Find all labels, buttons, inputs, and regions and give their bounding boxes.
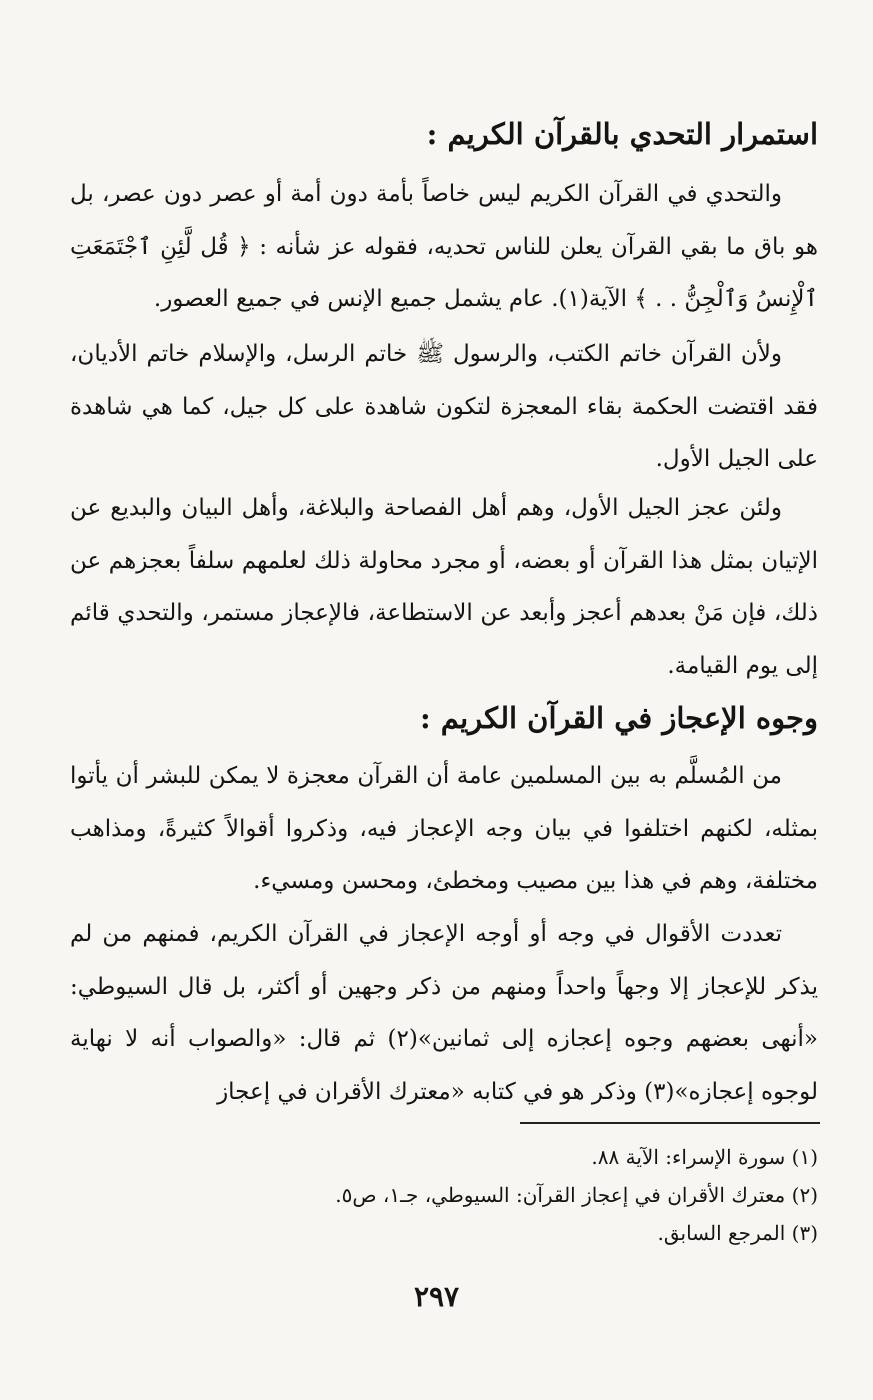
paragraph-muslim-consensus: من المُسلَّم به بين المسلمين عامة أن القرآن معجزة لا يمكن للبشر أن يأتوا بمثله، لكنهم اختلفوا في بيان وجه الإعجاز فيه، وذكروا أقوالاً كثيرةً، ومذاهب مختلفة، وهم في هذا بين مصيب ومخطئ، ومحسن ومسيء. [70,763,818,894]
footnote-2: (٢) معترك الأقران في إعجاز القرآن: السيوطي، جـ١، ص٥. [335,1183,818,1207]
paragraph-challenge-universal: والتحدي في القرآن الكريم ليس خاصاً بأمة دون أمة أو عصر دون عصر، بل هو باق ما بقي القرآن يعلن للناس تحديه، فقوله عز شأنه : ﴿ قُل لَّئِنِ ٱجْتَمَعَتِ ٱلْإِنسُ وَٱلْجِنُّ . . ﴾ الآية(١). عام يشمل جميع الإنس في جميع العصور. [70,181,818,312]
paragraph-multiple-views: تعددت الأقوال في وجه أو أوجه الإعجاز في القرآن الكريم، فمنهم من لم يذكر للإعجاز إلا وجهاً واحداً ومنهم من ذكر وجهين أو أكثر، بل قال السيوطي: «أنهى بعضهم وجوه إعجازه إلى ثمانين»(٢) ثم قال: «والصواب أنه لا نهاية لوجوه إعجازه»(٣) وذكر هو في كتابه «معترك الأقران في إعجاز [70,921,818,1105]
page-number: ٢٩٧ [413,1280,460,1313]
paragraph-first-generation: ولئن عجز الجيل الأول، وهم أهل الفصاحة والبلاغة، وأهل البيان والبديع عن الإتيان بمثل هذا القرآن أو بعضه، أو مجرد محاولة ذلك لعلمهم سلفاً بعجزهم عن ذلك، فإن مَنْ بعدهم أعجز وأبعد عن الاستطاعة، فالإعجاز مستمر، والتحدي قائم إلى يوم القيامة. [70,495,818,679]
footnote-3: (٣) المرجع السابق. [657,1221,818,1245]
footnote-divider [520,1122,820,1124]
footnotes [70,1138,818,1252]
section-heading-inimitability: وجوه الإعجاز في القرآن الكريم : [420,701,818,735]
section-heading-challenge: استمرار التحدي بالقرآن الكريم : [426,117,818,151]
footnote-1: (١) سورة الإسراء: الآية ٨٨. [591,1145,818,1169]
paragraph-final-book: ولأن القرآن خاتم الكتب، والرسول ﷺ خاتم الرسل، والإسلام خاتم الأديان، فقد اقتضت الحكمة بقاء المعجزة لتكون شاهدة على كل جيل، كما هي شاهدة على الجيل الأول. [70,341,818,472]
